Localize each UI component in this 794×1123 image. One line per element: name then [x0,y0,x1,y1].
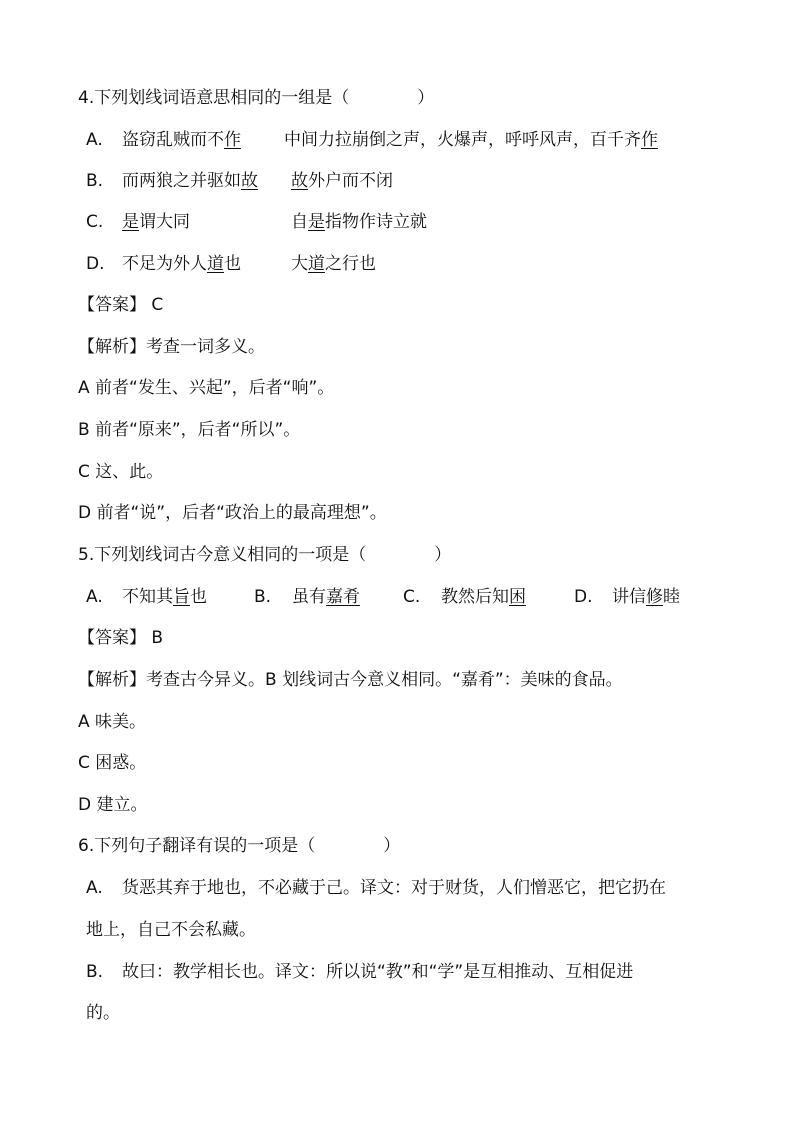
underlined-word: 作 [641,130,658,150]
q5-options [0,586,794,610]
underlined-word: 是 [308,212,325,232]
option-a-text: 不知其旨也 [122,587,207,607]
option-letter: D. [574,587,593,607]
underlined-word: 困 [509,587,526,607]
option-letter: D. [86,254,105,274]
option-text: 货恶其弃于地也，不必藏于己。译文：对于财货，人们憎恶它，把它扔在 [122,878,666,898]
option-c-text: 教然后知困 [441,587,526,607]
q5-stem: 5.下列划线词古今意义相同的一项是（ ） [78,545,452,565]
q5-note-a: A 味美。 [78,712,147,732]
underlined-word: 道 [308,254,325,274]
q5-note-d: D 建立。 [78,795,148,815]
option-letter: A. [86,130,103,150]
q6-option-b [0,961,794,985]
q4-analysis: 【解析】考查一词多义。 [78,337,265,357]
option-letter: B. [86,962,104,982]
q6-option-b-cont: 的。 [86,1003,120,1023]
option-letter: A. [86,587,103,607]
option-letter: B. [86,171,104,191]
underlined-word: 修 [646,587,663,607]
option-text: 盗窃乱贼而不作 [122,130,241,150]
q4-answer: 【答案】 C [78,295,164,315]
underlined-word: 故 [291,171,308,191]
underlined-word: 作 [224,130,241,150]
q5-analysis: 【解析】考查古今异义。B 划线词古今意义相同。“嘉肴”：美味的食品。 [78,670,623,690]
underlined-word: 道 [207,254,224,274]
option-text: 故曰：教学相长也。译文：所以说“教”和“学”是互相推动、互相促进 [122,962,634,982]
q4-note-a: A 前者“发生、兴起”，后者“响”。 [78,378,335,398]
q4-note-c: C 这、此。 [78,462,164,482]
q5-answer: 【答案】 B [78,628,164,648]
option-letter: A. [86,878,103,898]
q4-option-b [0,170,794,194]
q5-note-c: C 困惑。 [78,753,147,773]
q4-note-d: D 前者“说”，后者“政治上的最高理想”。 [78,503,387,523]
option-text-2: 大道之行也 [291,254,376,274]
option-text-2: 故外户而不闭 [291,171,393,191]
option-letter: B. [254,587,272,607]
q6-stem: 6.下列句子翻译有误的一项是（ ） [78,836,401,856]
option-text: 而两狼之并驱如故 [122,171,258,191]
q4-stem: 4.下列划线词语意思相同的一组是（ ） [78,88,435,108]
q4-note-b: B 前者“原来”，后者“所以”。 [78,420,301,440]
q6-option-a-cont: 地上，自己不会私藏。 [86,920,256,940]
option-text: 是谓大同 [122,212,190,232]
q4-option-a [0,129,794,153]
option-letter: C. [86,212,104,232]
underlined-word: 旨 [173,587,190,607]
q6-option-a [0,877,794,901]
option-text: 不足为外人道也 [122,254,241,274]
option-b-text: 虽有嘉肴 [292,587,360,607]
q4-option-d [0,253,794,277]
underlined-word: 故 [241,171,258,191]
option-text-2: 自是指物作诗立就 [291,212,427,232]
option-d-text: 讲信修睦 [612,587,680,607]
underlined-word: 是 [122,212,139,232]
q4-option-c [0,211,794,235]
underlined-word: 嘉肴 [326,587,360,607]
option-text-2: 中间力拉崩倒之声，火爆声，呼呼风声，百千齐作 [284,130,658,150]
option-letter: C. [403,587,421,607]
